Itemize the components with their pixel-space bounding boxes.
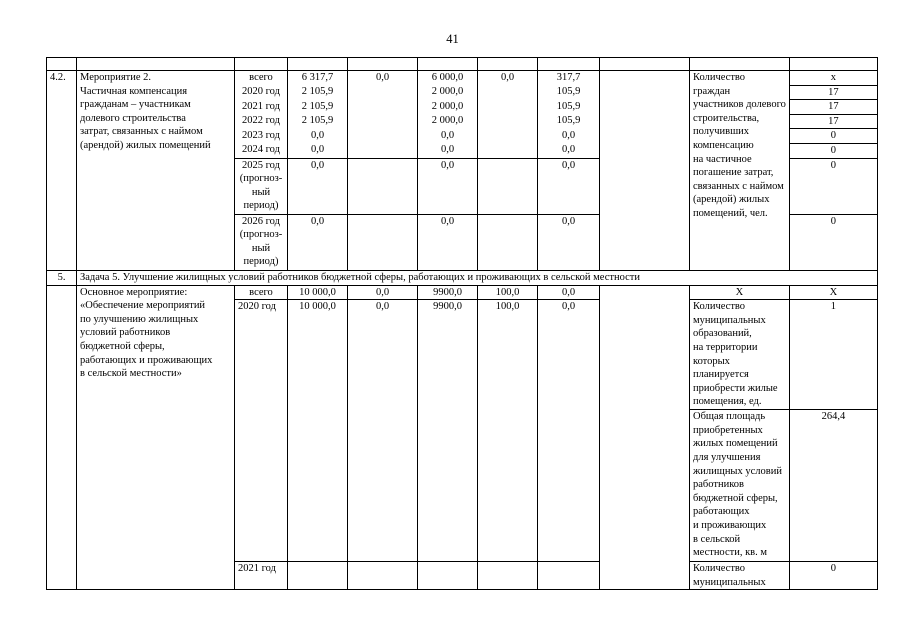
- row-number: 4.2.: [47, 71, 77, 271]
- indicator-text: Количество муниципальных образований, на территории которых планируется приобрести жилые помещения, ед.: [690, 300, 790, 410]
- amount-total: 10 000,0: [288, 285, 348, 300]
- amount-regional: 2 000,0: [418, 100, 478, 115]
- indicator-text: Количество граждан участников долевого строительства, получивших компенсацию на частичное погашение затрат, связанных с наймом (арендой) жилых помещений, чел.: [690, 71, 790, 271]
- measure-title: Мероприятие 2. Частичная компенсация гражданам – участникам долевого строительства затрат, связанных с наймом (арендой) жилых помещений: [77, 71, 235, 271]
- amount-local: [478, 114, 538, 129]
- amount-regional: 2 000,0: [418, 85, 478, 100]
- amount-total: 0,0: [288, 214, 348, 270]
- amount-other: 0,0: [538, 143, 600, 158]
- empty-cell: [600, 71, 690, 271]
- year-cell: 2021 год: [235, 100, 288, 115]
- amount-other: 105,9: [538, 114, 600, 129]
- empty-number-cell: [47, 285, 77, 590]
- main-total-row: [47, 285, 878, 300]
- empty-cell: [600, 285, 690, 590]
- row-5: [47, 270, 878, 285]
- amount-total: 0,0: [288, 158, 348, 214]
- amount-regional: 0,0: [418, 143, 478, 158]
- indicator-value: 0: [789, 158, 877, 214]
- amount-regional: 0,0: [418, 158, 478, 214]
- year-cell: 2023 год: [235, 129, 288, 144]
- amount-total: 6 317,7: [288, 71, 348, 86]
- amount-federal: [348, 143, 418, 158]
- amount-other: 105,9: [538, 85, 600, 100]
- indicator-value: 17: [789, 114, 877, 129]
- amount-local: [478, 214, 538, 270]
- indicator-text: Количество муниципальных: [690, 562, 790, 590]
- amount-other: 0,0: [538, 214, 600, 270]
- amount-local: [478, 158, 538, 214]
- amount-other: 0,0: [538, 300, 600, 562]
- amount-regional: [418, 562, 478, 590]
- indicator-text: Х: [690, 285, 790, 300]
- amount-regional: 9900,0: [418, 285, 478, 300]
- program-table: [46, 57, 878, 590]
- indicator-value: 17: [789, 100, 877, 115]
- amount-other: 317,7: [538, 71, 600, 86]
- main-measure-title: Основное мероприятие: «Обеспечение мероприятий по улучшению жилищных условий работников бюджетной сферы, работающих и проживающих в сельской местности»: [77, 285, 235, 590]
- amount-local: 100,0: [478, 285, 538, 300]
- amount-total: 2 105,9: [288, 100, 348, 115]
- amount-regional: 0,0: [418, 129, 478, 144]
- amount-federal: 0,0: [348, 285, 418, 300]
- amount-other: 0,0: [538, 129, 600, 144]
- amount-other: 0,0: [538, 285, 600, 300]
- amount-regional: 0,0: [418, 214, 478, 270]
- indicator-value: 17: [789, 85, 877, 100]
- amount-total: 0,0: [288, 129, 348, 144]
- amount-total: 10 000,0: [288, 300, 348, 562]
- indicator-value: 0: [789, 129, 877, 144]
- year-cell: всего: [235, 285, 288, 300]
- amount-total: 0,0: [288, 143, 348, 158]
- task-heading: Задача 5. Улучшение жилищных условий работников бюджетной сферы, работающих и проживающих в сельской местности: [77, 270, 878, 285]
- page-number: 41: [446, 32, 459, 46]
- indicator-value: Х: [789, 285, 877, 300]
- amount-federal: 0,0: [348, 300, 418, 562]
- amount-local: [478, 129, 538, 144]
- amount-other: 0,0: [538, 158, 600, 214]
- amount-regional: 6 000,0: [418, 71, 478, 86]
- indicator-value: 0: [789, 143, 877, 158]
- indicator-text: Общая площадь приобретенных жилых помещений для улучшения жилищных условий работников бюджетной сферы, работающих и проживающих в сельской местности, кв. м: [690, 410, 790, 562]
- amount-local: [478, 562, 538, 590]
- year-cell: 2024 год: [235, 143, 288, 158]
- amount-local: 0,0: [478, 71, 538, 86]
- year-cell: 2020 год: [235, 300, 288, 562]
- amount-local: [478, 143, 538, 158]
- amount-local: [478, 85, 538, 100]
- indicator-value: 0: [789, 214, 877, 270]
- amount-federal: [348, 214, 418, 270]
- amount-total: [288, 562, 348, 590]
- amount-total: 2 105,9: [288, 114, 348, 129]
- indicator-value: 264,4: [789, 410, 877, 562]
- amount-other: [538, 562, 600, 590]
- year-cell: 2020 год: [235, 85, 288, 100]
- indicator-value: 1: [789, 300, 877, 410]
- amount-other: 105,9: [538, 100, 600, 115]
- amount-local: 100,0: [478, 300, 538, 562]
- amount-federal: [348, 158, 418, 214]
- year-cell: всего: [235, 71, 288, 86]
- amount-federal: [348, 85, 418, 100]
- amount-local: [478, 100, 538, 115]
- header-stub-row: [47, 58, 878, 71]
- indicator-value: х: [789, 71, 877, 86]
- year-cell: 2025 год (прогноз- ный период): [235, 158, 288, 214]
- year-cell: 2022 год: [235, 114, 288, 129]
- year-cell: 2026 год (прогноз- ный период): [235, 214, 288, 270]
- amount-federal: [348, 100, 418, 115]
- row-number: 5.: [47, 270, 77, 285]
- amount-federal: 0,0: [348, 71, 418, 86]
- amount-regional: 2 000,0: [418, 114, 478, 129]
- row-4-2-total: [47, 71, 878, 86]
- amount-regional: 9900,0: [418, 300, 478, 562]
- indicator-value: 0: [789, 562, 877, 590]
- amount-total: 2 105,9: [288, 85, 348, 100]
- year-cell: 2021 год: [235, 562, 288, 590]
- amount-federal: [348, 562, 418, 590]
- amount-federal: [348, 129, 418, 144]
- amount-federal: [348, 114, 418, 129]
